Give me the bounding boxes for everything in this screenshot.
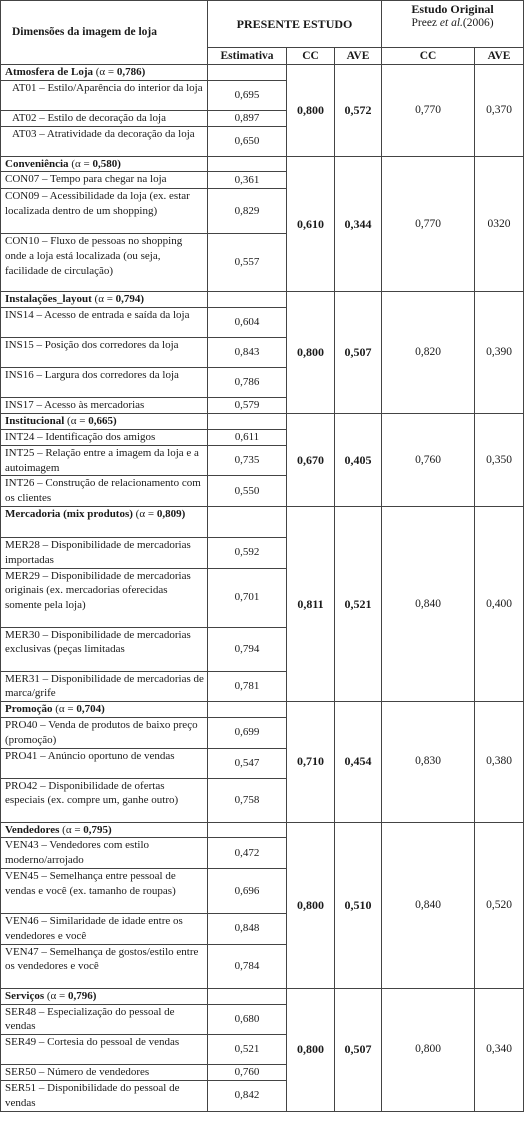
- group-alpha: (α = 0,704): [55, 703, 105, 716]
- item-estimate: 0,701: [208, 568, 287, 627]
- item-estimate: 0,579: [208, 398, 287, 414]
- cc-value: 0,800: [287, 822, 335, 988]
- group-row: [1, 414, 524, 430]
- item-estimate: 0,699: [208, 717, 287, 748]
- group-name: Conveniência: [5, 157, 69, 170]
- item-label: AT03 – Atratividade da decoração da loja: [1, 126, 208, 156]
- group-row: [1, 988, 524, 1004]
- original-cc-value: 0,800: [382, 988, 475, 1111]
- original-ave-col-header: AVE: [475, 48, 524, 65]
- original-cc-value: 0,830: [382, 702, 475, 822]
- original-ave-value: 0,520: [475, 822, 524, 988]
- group-row: [1, 292, 524, 308]
- ave-value: 0,510: [335, 822, 382, 988]
- item-label: INS14 – Acesso de entrada e saída da loja: [1, 308, 208, 338]
- item-label: SER51 – Disponibilidade do pessoal de vendas: [1, 1080, 208, 1111]
- group-header-cell: [1, 702, 208, 718]
- group-alpha-value: 0,809): [156, 507, 186, 520]
- reference-author: Preez: [411, 17, 440, 29]
- item-label: PRO42 – Disponibilidade de ofertas especiais (ex. compre um, ganhe outro): [1, 778, 208, 822]
- item-label: MER30 – Disponibilidade de mercadorias exclusivas (peças limitadas: [1, 627, 208, 671]
- ave-value: 0,454: [335, 702, 382, 822]
- item-label: INT25 – Relação entre a imagem da loja e a autoimagem: [1, 445, 208, 476]
- original-ave-value: 0,340: [475, 988, 524, 1111]
- estimate-blank-cell: [208, 822, 287, 838]
- item-label: CON07 – Tempo para chegar na loja: [1, 172, 208, 189]
- group-alpha-value: 0,796): [68, 989, 97, 1002]
- item-label: CON10 – Fluxo de pessoas no shopping onde a loja está localizada (ou seja, facilidade de circulação): [1, 234, 208, 292]
- ave-value: 0,405: [335, 414, 382, 507]
- item-label: AT01 – Estilo/Aparência do interior da loja: [1, 80, 208, 110]
- item-label: SER50 – Número de vendedores: [1, 1065, 208, 1081]
- item-label: INT26 – Construção de relacionamento com os clientes: [1, 476, 208, 507]
- group-alpha: (α = 0,786): [95, 66, 146, 78]
- item-label: PRO41 – Anúncio oportuno de vendas: [1, 748, 208, 778]
- group-row: [1, 65, 524, 81]
- original-cc-col-header: CC: [382, 48, 475, 65]
- group-header-cell: [1, 292, 208, 308]
- group-alpha-value: 0,580): [92, 157, 121, 170]
- original-ave-value: 0,370: [475, 65, 524, 157]
- item-estimate: 0,547: [208, 748, 287, 778]
- original-ave-value: 0,400: [475, 506, 524, 701]
- item-estimate: 0,843: [208, 338, 287, 368]
- original-ave-value: 0,380: [475, 702, 524, 822]
- item-estimate: 0,695: [208, 80, 287, 110]
- group-alpha: (α = 0,796): [46, 989, 97, 1002]
- dimension-header: Dimensões da imagem de loja: [1, 1, 208, 65]
- item-estimate: 0,829: [208, 189, 287, 234]
- cc-value: 0,610: [287, 156, 335, 292]
- group-header-cell: [1, 156, 208, 172]
- item-estimate: 0,550: [208, 476, 287, 507]
- item-estimate: 0,848: [208, 913, 287, 944]
- item-label: PRO40 – Venda de produtos de baixo preço (promoção): [1, 717, 208, 748]
- original-cc-value: 0,820: [382, 292, 475, 414]
- original-cc-value: 0,770: [382, 156, 475, 292]
- group-alpha: (α = 0,665): [67, 415, 117, 428]
- item-label: VEN46 – Similaridade de idade entre os vendedores e você: [1, 913, 208, 944]
- item-label: SER49 – Cortesia do pessoal de vendas: [1, 1035, 208, 1065]
- item-estimate: 0,521: [208, 1035, 287, 1065]
- item-estimate: 0,680: [208, 1004, 287, 1035]
- group-row: [1, 702, 524, 718]
- cc-value: 0,670: [287, 414, 335, 507]
- estimate-blank-cell: [208, 506, 287, 537]
- present-study-header: PRESENTE ESTUDO: [208, 1, 382, 48]
- reference-year: (2006): [462, 17, 494, 29]
- cc-col-header: CC: [287, 48, 335, 65]
- group-name: Institucional: [5, 415, 65, 428]
- group-header-cell: [1, 506, 208, 537]
- estimate-blank-cell: [208, 988, 287, 1004]
- estimate-blank-cell: [208, 414, 287, 430]
- item-label: VEN45 – Semelhança entre pessoal de vendas e você (ex. tamanho de roupas): [1, 868, 208, 913]
- group-name: Atmosfera de Loja: [5, 66, 93, 78]
- group-alpha-value: 0,704): [76, 703, 105, 716]
- group-row: [1, 156, 524, 172]
- original-ave-value: 0,390: [475, 292, 524, 414]
- item-label: CON09 – Acessibilidade da loja (ex. estar localizada dentro de um shopping): [1, 189, 208, 234]
- ave-value: 0,572: [335, 65, 382, 157]
- original-cc-value: 0,840: [382, 822, 475, 988]
- item-label: VEN47 – Semelhança de gostos/estilo entre os vendedores e você: [1, 944, 208, 988]
- original-study-title: Estudo Original: [411, 2, 494, 16]
- cc-value: 0,800: [287, 65, 335, 157]
- item-estimate: 0,760: [208, 1065, 287, 1081]
- item-label: MER28 – Disponibilidade de mercadorias importadas: [1, 537, 208, 568]
- group-row: [1, 822, 524, 838]
- item-estimate: 0,361: [208, 172, 287, 189]
- item-estimate: 0,592: [208, 537, 287, 568]
- cc-value: 0,800: [287, 292, 335, 414]
- group-name: Instalações_layout: [5, 293, 92, 306]
- group-alpha: (α = 0,809): [135, 507, 186, 520]
- item-label: MER29 – Disponibilidade de mercadorias originais (ex. mercadorias oferecidas somente pela loja): [1, 568, 208, 627]
- group-alpha: (α = 0,794): [94, 293, 145, 306]
- item-estimate: 0,794: [208, 627, 287, 671]
- group-alpha-value: 0,665): [88, 415, 117, 428]
- original-cc-value: 0,840: [382, 506, 475, 701]
- item-estimate: 0,758: [208, 778, 287, 822]
- estimate-col-header: Estimativa: [208, 48, 287, 65]
- group-row: [1, 506, 524, 537]
- original-cc-value: 0,760: [382, 414, 475, 507]
- cc-value: 0,800: [287, 988, 335, 1111]
- group-alpha-value: 0,786): [116, 66, 146, 78]
- item-estimate: 0,604: [208, 308, 287, 338]
- item-estimate: 0,650: [208, 126, 287, 156]
- group-header-cell: [1, 65, 208, 81]
- item-label: AT02 – Estilo de decoração da loja: [1, 110, 208, 126]
- group-header-cell: [1, 414, 208, 430]
- item-estimate: 0,784: [208, 944, 287, 988]
- group-alpha-value: 0,794): [115, 293, 145, 306]
- item-estimate: 0,735: [208, 445, 287, 476]
- item-label: INS16 – Largura dos corredores da loja: [1, 368, 208, 398]
- group-name: Mercadoria (mix produtos): [5, 507, 133, 520]
- group-name: Vendedores: [5, 823, 60, 836]
- estimate-blank-cell: [208, 702, 287, 718]
- item-estimate: 0,781: [208, 671, 287, 702]
- group-alpha: (α = 0,580): [71, 157, 121, 170]
- ave-value: 0,521: [335, 506, 382, 701]
- original-cc-value: 0,770: [382, 65, 475, 157]
- group-header-cell: [1, 988, 208, 1004]
- group-alpha-value: 0,795): [83, 823, 112, 836]
- original-study-reference: [382, 16, 523, 30]
- item-estimate: 0,842: [208, 1080, 287, 1111]
- group-header-cell: [1, 822, 208, 838]
- group-name: Promoção: [5, 703, 53, 716]
- item-label: VEN43 – Vendedores com estilo moderno/arrojado: [1, 838, 208, 869]
- reference-etal: et al.: [439, 17, 463, 29]
- estimate-blank-cell: [208, 156, 287, 172]
- item-label: INS15 – Posição dos corredores da loja: [1, 338, 208, 368]
- item-label: INS17 – Acesso às mercadorias: [1, 398, 208, 414]
- estimate-blank-cell: [208, 65, 287, 81]
- cc-value: 0,710: [287, 702, 335, 822]
- item-estimate: 0,897: [208, 110, 287, 126]
- item-estimate: 0,472: [208, 838, 287, 869]
- original-ave-value: 0,350: [475, 414, 524, 507]
- original-ave-value: 0320: [475, 156, 524, 292]
- group-name: Serviços: [5, 989, 45, 1002]
- ave-value: 0,507: [335, 988, 382, 1111]
- item-label: INT24 – Identificação dos amigos: [1, 429, 208, 445]
- ave-value: 0,507: [335, 292, 382, 414]
- estimate-blank-cell: [208, 292, 287, 308]
- cc-value: 0,811: [287, 506, 335, 701]
- ave-col-header: AVE: [335, 48, 382, 65]
- original-study-header: [382, 1, 524, 48]
- item-label: MER31 – Disponibilidade de mercadorias de marca/grife: [1, 671, 208, 702]
- item-estimate: 0,611: [208, 429, 287, 445]
- item-label: SER48 – Especialização do pessoal de vendas: [1, 1004, 208, 1035]
- ave-value: 0,344: [335, 156, 382, 292]
- item-estimate: 0,557: [208, 234, 287, 292]
- item-estimate: 0,696: [208, 868, 287, 913]
- header-row-top: [1, 1, 524, 48]
- item-estimate: 0,786: [208, 368, 287, 398]
- table-body: [1, 65, 524, 1112]
- group-alpha: (α = 0,795): [62, 823, 112, 836]
